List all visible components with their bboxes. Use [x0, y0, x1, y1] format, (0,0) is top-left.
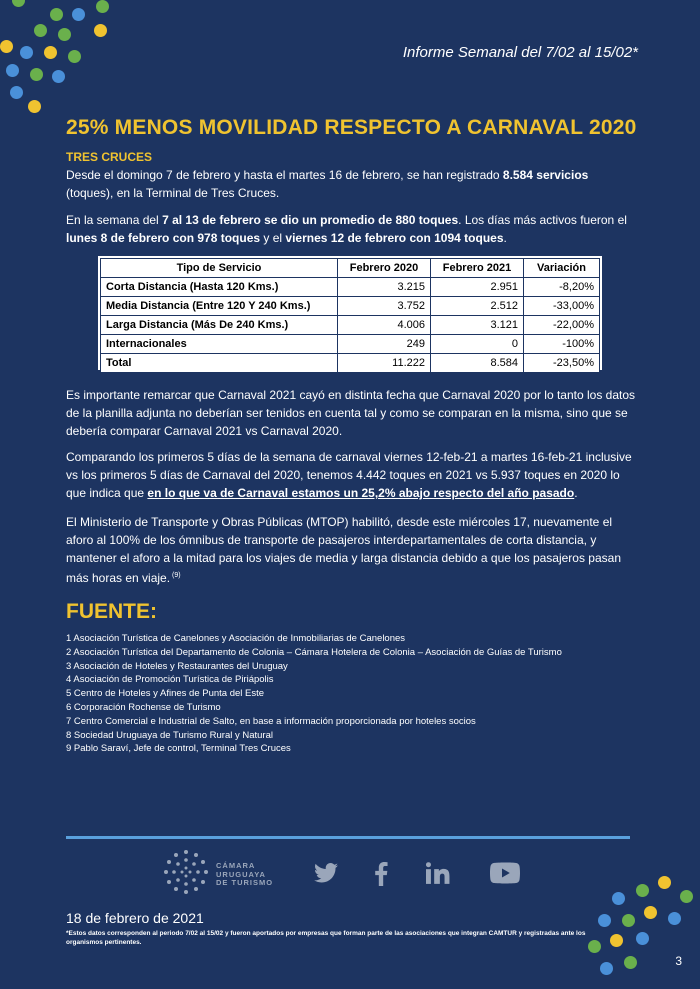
list-item: 4 Asociación de Promoción Turística de Piriápolis	[66, 674, 274, 686]
table-cell: Total	[101, 354, 338, 373]
table-total-row	[101, 354, 600, 373]
list-item: 2 Asociación Turística del Departamento de Colonia – Cámara Hotelera de Colonia – Asociación de Guías de Turismo	[66, 646, 562, 658]
table-header-cell: Febrero 2021	[431, 259, 524, 278]
paragraph-services: Desde el domingo 7 de febrero y hasta el martes 16 de febrero, se han registrado 8.584 servicios (toques), en la Terminal de Tres Cruces.	[66, 168, 589, 200]
table-cell: 249	[338, 335, 431, 354]
table-row	[101, 316, 600, 335]
list-item: 3 Asociación de Hoteles y Restaurantes del Uruguay	[66, 660, 288, 672]
list-item: 8 Sociedad Uruguaya de Turismo Rural y Natural	[66, 729, 273, 741]
table-row	[101, 297, 600, 316]
footer-divider	[66, 836, 630, 839]
table-header-row	[101, 259, 600, 278]
list-item: 5 Centro de Hoteles y Afines de Punta del Este	[66, 688, 265, 700]
report-period-title: Informe Semanal del 7/02 al 15/02*	[402, 44, 638, 61]
table-cell: -8,20%	[524, 278, 600, 297]
list-item: 1 Asociación Turística de Canelones y Asociación de Inmobiliarias de Canelones	[66, 633, 406, 644]
table-cell: 3.215	[338, 278, 431, 297]
table-cell: 3.121	[431, 316, 524, 335]
table-cell: -100%	[524, 335, 600, 354]
decorative-dots-bottom-right	[580, 870, 700, 989]
camtur-logo-text: CÁMARA URUGUAYA DE TURISMO	[216, 861, 274, 887]
table-cell: 11.222	[338, 354, 431, 373]
report-date: 18 de febrero de 2021	[66, 910, 204, 926]
table-cell: Larga Distancia (Más De 240 Kms.)	[101, 316, 338, 335]
table-cell: 2.512	[431, 297, 524, 316]
list-item: 7 Centro Comercial e Industrial de Salto, en base a información proporcionada por hoteles socios	[66, 715, 476, 727]
sources-title: FUENTE:	[66, 600, 157, 623]
table-header-cell: Febrero 2020	[338, 259, 431, 278]
decorative-dots-top-left	[0, 0, 120, 120]
table-cell: Internacionales	[101, 335, 338, 354]
sources-list	[66, 632, 646, 756]
linkedin-icon[interactable]	[426, 862, 450, 884]
table-cell: Media Distancia (Entre 120 Y 240 Kms.)	[101, 297, 338, 316]
table-cell: Corta Distancia (Hasta 120 Kms.)	[101, 278, 338, 297]
paragraph-mtop: El Ministerio de Transporte y Obras Públicas (MTOP) habilitó, desde este miércoles 17, nuevamente el aforo al 100% de los ómnibus de transporte de pasajeros interdepartamentales de corta distancia, y mantener el aforo a la mitad para los viajes de media y larga distancia debido a que los pasajeros pasan más horas en viaje. $^{(9)}$	[66, 515, 621, 585]
table-cell: -33,00%	[524, 297, 600, 316]
paragraph-carnival-note: Es importante remarcar que Carnaval 2021 cayó en distinta fecha que Carnaval 2020 por lo tanto los datos de la planilla adjunta no deberían ser tenidos en cuenta tal y como se comparan en la misma, sino que se debería comparar Carnaval 2021 vs Carnaval 2020.	[66, 388, 636, 438]
section-subheading: TRES CRUCES	[66, 150, 153, 164]
table-header-cell: Variación	[524, 259, 600, 278]
paragraph-carnival-comparison: Comparando los primeros 5 días de la semana de carnaval viernes 12-feb-21 a martes 16-feb-21 inclusive vs los primeros 5 días de Carnaval del 2020, tenemos 4.442 toques en 2021 vs 5.937 toques en 2020 lo que indica que en lo que va de Carnaval estamos un 25,2% abajo respecto del año pasado.	[66, 450, 632, 500]
services-table	[100, 258, 600, 373]
table-cell: 2.951	[431, 278, 524, 297]
table-cell: 4.006	[338, 316, 431, 335]
paragraph-weekly-average: En la semana del 7 al 13 de febrero se dio un promedio de 880 toques. Los días más activos fueron el lunes 8 de febrero con 978 toques y el viernes 12 de febrero con 1094 toques.	[66, 213, 627, 245]
table-cell: -23,50%	[524, 354, 600, 373]
page-title: 25% MENOS MOVILIDAD RESPECTO A CARNAVAL 2020	[66, 116, 637, 139]
table-row	[101, 335, 600, 354]
twitter-icon[interactable]	[314, 862, 338, 884]
table-cell: 8.584	[431, 354, 524, 373]
youtube-icon[interactable]	[490, 862, 520, 884]
facebook-icon[interactable]	[374, 862, 388, 886]
table-cell: 0	[431, 335, 524, 354]
list-item: 9 Pablo Saraví, Jefe de control, Terminal Tres Cruces	[66, 743, 291, 755]
footnote: *Estos datos corresponden al periodo 7/02 al 15/02 y fueron aportados por empresas que forman parte de las asociaciones que integran CAMTUR y registradas ante los organismos pertinentes.	[66, 930, 586, 946]
table-cell: -22,00%	[524, 316, 600, 335]
list-item: 6 Corporación Rochense de Turismo	[66, 701, 221, 713]
page-number: 3	[675, 954, 682, 968]
table-cell: 3.752	[338, 297, 431, 316]
camtur-logo-icon	[162, 848, 210, 896]
table-row	[101, 278, 600, 297]
table-header-cell: Tipo de Servicio	[101, 259, 338, 278]
